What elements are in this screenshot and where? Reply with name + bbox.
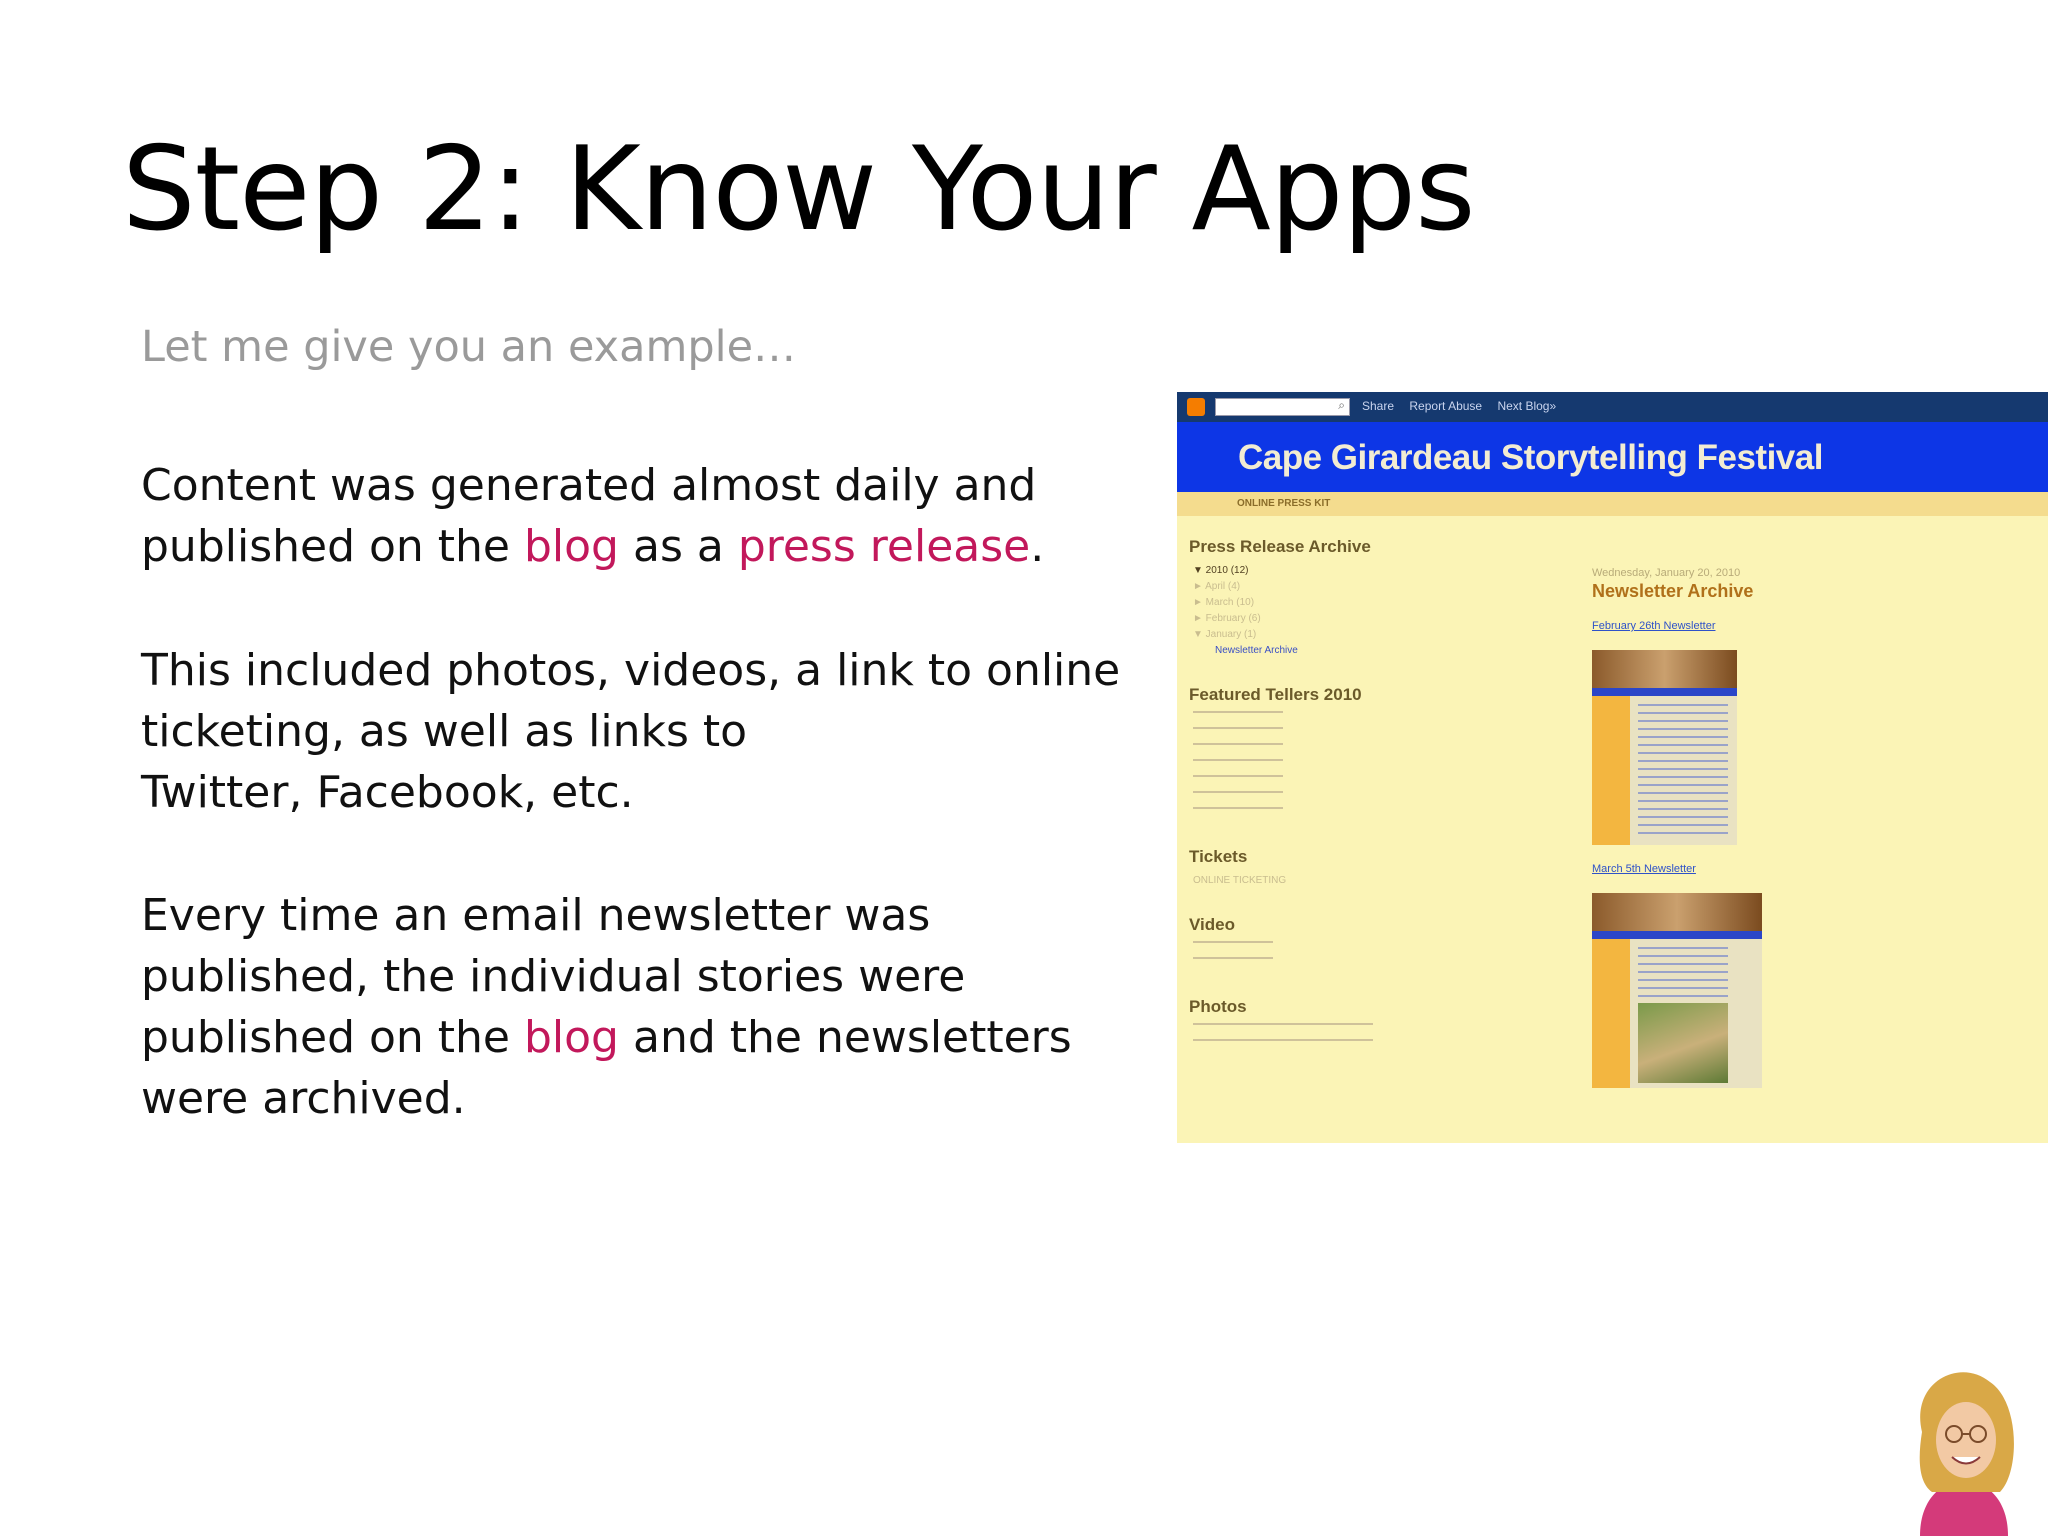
p2-line-2: ticketing, as well as links to — [141, 706, 748, 757]
blogger-navbar — [1177, 392, 2048, 422]
featured-heading: Featured Tellers 2010 — [1189, 685, 1362, 704]
p3-text-b: and the newsletters were archived. — [141, 1012, 1072, 1124]
p2-line-1: This included photos, videos, a link to online — [141, 645, 1121, 696]
p2-line-3: Twitter, Facebook, etc. — [141, 767, 634, 818]
blog-sidebar — [1189, 537, 1449, 1053]
p3-text-a: Every time an email newsletter was published, the individual stories were published on the — [141, 890, 966, 1063]
nav-link-share: Share — [1362, 399, 1395, 413]
archive-item: ► March (10) — [1193, 597, 1255, 608]
photos-heading: Photos — [1189, 997, 1247, 1016]
blog-title: Cape Girardeau Storytelling Festival — [1238, 438, 1823, 477]
p1-text-a: Content was generated almost daily and published on the — [141, 460, 1037, 572]
press-kit-label: ONLINE PRESS KIT — [1237, 498, 1331, 509]
tickets-item: ONLINE TICKETING — [1193, 875, 1287, 886]
blog-link-2[interactable]: blog — [523, 1012, 619, 1063]
paragraph-included-media — [141, 640, 1120, 823]
nav-link-next: Next Blog» — [1497, 399, 1557, 413]
newsletter-thumbnail — [1592, 650, 1737, 845]
blog-main — [1592, 567, 2012, 1088]
blog-link[interactable]: blog — [523, 521, 619, 572]
presenter-avatar — [1880, 1362, 2048, 1536]
paragraph-content-generated — [141, 455, 1141, 577]
p1-text-b: as a — [619, 521, 738, 572]
newsletter-link: February 26th Newsletter — [1592, 620, 1716, 632]
blog-header — [1177, 422, 2048, 492]
post-date: Wednesday, January 20, 2010 — [1592, 567, 1741, 579]
press-release-link[interactable]: press release — [737, 521, 1031, 572]
archive-item: ► April (4) — [1193, 581, 1241, 592]
video-list — [1193, 941, 1273, 971]
tickets-heading: Tickets — [1189, 847, 1248, 866]
archive-item: ▼ January (1) — [1193, 629, 1257, 640]
p1-text-c: . — [1030, 521, 1045, 572]
video-heading: Video — [1189, 915, 1235, 934]
newsletter-thumbnail — [1592, 893, 1762, 1088]
newsletter-link: March 5th Newsletter — [1592, 863, 1696, 875]
blog-search-input — [1215, 398, 1350, 416]
post-title: Newsletter Archive — [1592, 581, 1754, 601]
blog-subheader — [1177, 492, 2048, 516]
search-icon: ⌕ — [1338, 398, 1345, 412]
archive-heading: Press Release Archive — [1189, 537, 1371, 556]
blogger-logo-icon — [1187, 398, 1205, 416]
archive-item: ► February (6) — [1193, 613, 1261, 624]
nav-link-report: Report Abuse — [1409, 399, 1483, 413]
featured-list — [1193, 711, 1283, 821]
slide-subtitle: Let me give you an example… — [141, 322, 797, 372]
archive-link: Newsletter Archive — [1215, 645, 1298, 656]
archive-item: ▼ 2010 (12) — [1193, 565, 1249, 576]
slide-title: Step 2: Know Your Apps — [122, 122, 1475, 257]
photos-list — [1193, 1023, 1373, 1053]
paragraph-newsletter — [141, 885, 1151, 1129]
blog-screenshot — [1177, 392, 2048, 1143]
navbar-links — [1362, 399, 1568, 413]
